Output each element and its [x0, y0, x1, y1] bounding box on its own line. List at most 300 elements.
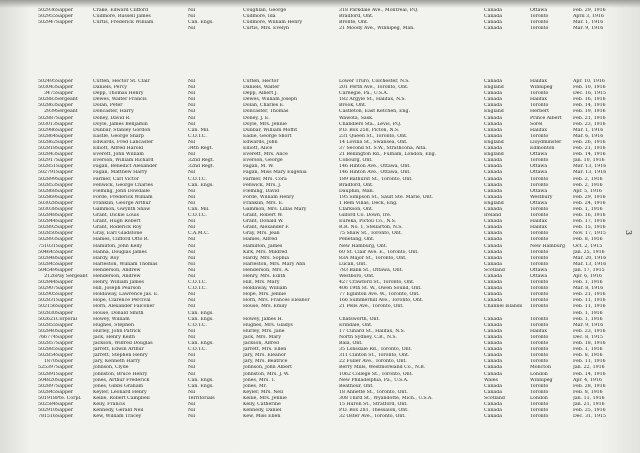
rank: Sapper: [56, 408, 74, 414]
birth-country: Canada: [484, 408, 502, 414]
enlistment-place: Toronto: [530, 401, 549, 407]
enlistment-date: Mar. 13, 1916: [573, 164, 607, 170]
kin-address: 75 Shaw St., Toronto, Ont.: [339, 231, 403, 237]
soldier-name: Fenwick, George Charles: [93, 182, 153, 188]
rank: Sapper: [56, 347, 74, 353]
enlistment-place: Toronto: [530, 298, 549, 304]
regimental-number: 502857: [38, 341, 56, 347]
enlistment-date: Dec. 8, 1915: [573, 334, 604, 340]
soldier-name: Jackson, Wilfred Douglas: [93, 341, 153, 347]
kin-address: P.O. Box 281, Thessalon, Ont.: [339, 408, 409, 414]
enlistment-place: Toronto: [530, 20, 549, 26]
regimental-number: 502868: [38, 188, 56, 194]
next-of-kin: Howey, James H.: [243, 316, 284, 322]
regimental-number: 502862: [38, 139, 56, 145]
rank: Sapper: [56, 206, 74, 212]
enlistment-place: Toronto: [530, 316, 549, 322]
next-of-kin: Kelly, Catherine: [243, 401, 281, 407]
enlistment-place: Ottawa: [530, 267, 548, 273]
kin-address: Wawota, Sask.: [339, 115, 374, 121]
birth-country: Canada: [484, 146, 502, 152]
kin-address: 195 Simpson St., Sault Ste. Marie, Ont.: [339, 194, 433, 200]
kin-address: Penetang, Ont.: [339, 237, 375, 243]
enlistment-date: Jan. 21, 1916: [573, 401, 605, 407]
rank: Sapper: [56, 133, 74, 139]
former-unit: Nil: [188, 249, 196, 255]
enlistment-date: Apr. 6, 1916: [573, 274, 602, 279]
rank: Sapper: [56, 334, 74, 340]
enlistment-date: Feb. 1, 1916: [573, 280, 603, 286]
birth-country: England: [484, 152, 504, 158]
enlistment-date: Feb. 17, 1916: [573, 219, 606, 225]
birth-country: England: [484, 109, 504, 115]
regimental-number: 502818: [38, 146, 56, 152]
regimental-number: 502897: [38, 383, 56, 389]
former-unit: Nil: [188, 103, 196, 109]
regimental-number: 504820: [38, 377, 56, 383]
next-of-kin: Hope, Mrs. Jennie: [243, 292, 287, 298]
enlistment-date: Apr. 4, 1916: [573, 377, 602, 383]
birth-country: Canada: [484, 334, 502, 340]
regimental-number: 502955: [38, 14, 56, 20]
former-unit: Nil: [188, 255, 196, 261]
regimental-number: 502830: [38, 310, 56, 316]
soldier-name: Farmer, Carl Victor: [93, 176, 139, 182]
soldier-name: Grant, Roderick Roy: [93, 225, 142, 231]
enlistment-date: Mar. 9, 1916: [573, 26, 604, 32]
soldier-name: Hamilton, John Kelly: [93, 243, 143, 249]
enlistment-place: Toronto: [530, 14, 549, 20]
next-of-kin: Jones, Mrs. T.: [243, 377, 276, 383]
rank: Sapper: [56, 261, 74, 267]
enlistment-date: Feb. 2, 1916: [573, 176, 603, 182]
regimental-number: 502885: [38, 347, 56, 353]
enlistment-date: Feb. 19, 1916: [573, 109, 606, 115]
kin-address: 21 Moody Ave., Winnipeg, Man.: [339, 26, 415, 32]
rank: Sapper: [56, 79, 74, 84]
next-of-kin: Everson, George: [243, 158, 283, 164]
enlistment-place: London: [530, 395, 548, 401]
soldier-name: Crake, Edward Clifford: [93, 8, 149, 13]
former-unit: 32nd Regt.: [188, 164, 215, 170]
enlistment-place: Toronto: [530, 231, 549, 237]
birth-country: Canada: [484, 158, 502, 164]
binding-shadow: [0, 0, 640, 8]
enlistment-place: Toronto: [530, 103, 549, 109]
next-of-kin: Eadie, George Short: [243, 133, 292, 139]
former-unit: Nil: [188, 115, 196, 121]
kin-address: Dauphin, Man.: [339, 188, 375, 194]
regimental-number: 502584: [38, 401, 56, 407]
rank: Sapper: [56, 188, 74, 194]
enlistment-place: Ottawa: [530, 274, 548, 279]
kin-address: Eureka, Pictou Co., N.S.: [339, 219, 397, 225]
enlistment-date: Oct. 2, 1915: [573, 243, 603, 249]
enlistment-date: Apr. 5, 1916: [573, 188, 602, 194]
rank: Sapper: [56, 225, 74, 231]
birth-country: Canada: [484, 26, 502, 32]
kin-address: 37 Second St. S.W., Strathcona, Alta.: [339, 146, 427, 152]
enlistment-date: Mar. 8, 1916: [573, 286, 604, 292]
kin-address: Chandlers Sta., Levis, P.Q.: [339, 121, 402, 127]
next-of-kin: Everett, Mrs. Alice: [243, 152, 288, 158]
birth-country: Canada: [484, 249, 502, 255]
regimental-number: 2939: [44, 109, 56, 115]
former-unit: C.O.T.C.: [188, 286, 207, 292]
former-unit: Nil: [188, 401, 196, 407]
kin-address: Brook, Ont.: [339, 103, 367, 109]
next-of-kin: Keyler, Mrs. Nell: [243, 389, 284, 395]
soldier-name: Daniels, Percy: [93, 85, 127, 91]
birth-country: Canada: [484, 347, 502, 353]
rank: Sapper: [56, 182, 74, 188]
kin-address: 35 Lonsdale Rd., Toronto, Ont.: [339, 347, 412, 353]
rank: Sapper: [56, 115, 74, 121]
next-of-kin: Curtis, Mrs. Evelyn: [243, 26, 290, 32]
birth-country: Canada: [484, 359, 502, 365]
birth-country: Canada: [484, 298, 502, 304]
former-unit: Can. Engs.: [188, 20, 214, 26]
enlistment-date: Dec. 16, 1915: [573, 91, 607, 97]
enlistment-place: Toronto: [530, 237, 549, 243]
enlistment-place: Toronto: [530, 292, 549, 298]
regimental-number: 502893: [38, 237, 56, 243]
birth-country: Canada: [484, 389, 502, 395]
enlistment-date: Feb. 15, 1916: [573, 225, 606, 231]
regimental-number: 502855: [38, 322, 56, 328]
birth-country: Canada: [484, 97, 502, 103]
next-of-kin: Gray, Mrs. Jean: [243, 231, 280, 237]
birth-country: Canada: [484, 243, 502, 249]
former-unit: Nil: [188, 109, 196, 115]
enlistment-place: Toronto: [530, 206, 549, 212]
rank: Sapper: [56, 231, 74, 237]
enlistment-place: Halifax: [530, 219, 548, 225]
soldier-name: Cutten, Hector St. Clair: [93, 79, 150, 84]
next-of-kin: Kellie, Mrs. Jennie: [243, 395, 287, 401]
enlistment-place: Moncton: [530, 365, 551, 371]
former-unit: C.O.T.C.: [188, 322, 207, 328]
enlistment-date: Feb. 14, 1916: [573, 103, 606, 109]
birth-country: Canada: [484, 14, 502, 20]
former-unit: Nil: [188, 194, 196, 200]
enlistment-place: Halifax: [530, 328, 548, 334]
rank: Sapper: [56, 401, 74, 407]
enlistment-date: Jan. 11, 1916: [573, 395, 605, 401]
kin-address: 15 Huron St., Stratford, Ont.: [339, 401, 408, 407]
rank: Sapper: [56, 353, 74, 359]
enlistment-date: Feb. 11, 1916: [573, 304, 606, 310]
enlistment-place: Toronto: [530, 304, 549, 310]
enlistment-date: Feb. 16, 1916: [573, 97, 606, 103]
birth-country: England: [484, 85, 504, 91]
roll-entry: [0, 26, 640, 32]
former-unit: Nil: [188, 139, 196, 145]
rank: Sapper: [56, 139, 74, 145]
regimental-number: 751031: [38, 243, 56, 249]
enlistment-date: Feb. 24, 1916: [573, 200, 606, 206]
rank: Sapper: [56, 170, 74, 176]
kin-address: New Philadelphia, Pa., U.S.A.: [339, 377, 409, 383]
soldier-name: Doncaster, Harry: [93, 109, 134, 115]
former-unit: Nil: [188, 353, 196, 359]
former-unit: Nil: [188, 91, 196, 97]
regimental-number: 502843: [38, 152, 56, 158]
enlistment-place: Herbert: [530, 109, 550, 115]
former-unit: Can. Mil.: [188, 206, 210, 212]
rank: Sapper: [56, 200, 74, 206]
former-unit: C.O.T.C.: [188, 176, 207, 182]
kin-address: 60 St. Clair Ave. E., Toronto, Ont.: [339, 249, 419, 255]
soldier-name: Grant, Hugh Robert: [93, 219, 141, 225]
next-of-kin: House, Mrs. Emily: [243, 304, 288, 310]
enlistment-date: Feb. 11, 1916: [573, 298, 606, 304]
rank: Sergeant: [56, 97, 78, 103]
former-unit: Nil: [188, 79, 196, 84]
former-unit: Nil: [188, 14, 196, 20]
former-unit: Nil: [188, 8, 196, 13]
former-unit: Can. Engs.: [188, 383, 214, 389]
soldier-name: Hardy, Roy: [93, 255, 120, 261]
soldier-name: Jarrett, Stephen Henry: [93, 353, 148, 359]
birth-country: Canada: [484, 280, 502, 286]
next-of-kin: Grant, Robert W.: [243, 213, 283, 219]
enlistment-place: Winnipeg: [530, 85, 553, 91]
rank: Pte. Corpl.: [56, 395, 82, 401]
kin-address: North Sydney, C.B., N.S.: [339, 334, 397, 340]
soldier-name: Grant, Dickie Louis: [93, 213, 140, 219]
regimental-number: 501918: [38, 395, 56, 401]
rank: Sapper: [56, 164, 74, 170]
birth-country: Canada: [484, 401, 502, 407]
kin-address: Carnegie, Pa., U.S.A.: [339, 91, 389, 97]
regimental-number: 503028: [38, 200, 56, 206]
former-unit: Nil: [188, 304, 196, 310]
enlistment-date: Mar. 13, 1916: [573, 170, 607, 176]
regimental-number: 503013: [38, 121, 56, 127]
soldier-name: Johnson, Clyde: [93, 365, 129, 371]
regimental-number: 766774: [38, 334, 56, 340]
rank: Sapper: [56, 322, 74, 328]
kin-address: 21 Bellington Rd., Fulham, London, Eng.: [339, 152, 437, 158]
kin-address: Cobourg, Ont.: [339, 158, 373, 164]
soldier-name: Depp, Thomas Henry: [93, 91, 144, 97]
kin-address: Bradford, Ont.: [339, 182, 374, 188]
former-unit: Territorials: [188, 395, 215, 401]
soldier-name: Kew, William Tracey: [93, 414, 142, 420]
next-of-kin: Jary, Mrs. Beatrice: [243, 359, 288, 365]
kin-address: 311 Clinton St., Toronto, Ont.: [339, 353, 410, 359]
enlistment-place: Toronto: [530, 249, 549, 255]
birth-country: Canada: [484, 103, 502, 109]
enlistment-date: Feb. 23, 1916: [573, 328, 606, 334]
former-unit: Nil: [188, 225, 196, 231]
kin-address: New Hamburg, Ont.: [339, 243, 388, 249]
birth-country: Ireland: [484, 213, 502, 219]
rank: Sapper: [56, 8, 74, 13]
former-unit: Nil: [188, 389, 196, 395]
former-unit: Nil: [188, 85, 196, 91]
birth-country: Canada: [484, 121, 502, 127]
enlistment-place: Toronto: [530, 182, 549, 188]
rank: Sapper: [56, 243, 74, 249]
former-unit: Nil: [188, 371, 196, 377]
former-unit: Nil: [188, 97, 196, 103]
enlistment-place: Prince Albert: [530, 115, 562, 121]
soldier-name: Dewes, Walter Francis: [93, 97, 147, 103]
birth-country: Canada: [484, 286, 502, 292]
next-of-kin: Kew, Miss Ellen: [243, 414, 281, 420]
kin-address: Bala, Ont.: [339, 341, 363, 347]
kin-address: 21 Pells Ave., Toronto, Ont.: [339, 304, 404, 310]
soldier-name: Kennedy, Gerald Neil: [93, 408, 144, 414]
next-of-kin: Hill, Mrs. Mary: [243, 280, 280, 286]
rank: Sapper: [56, 91, 74, 97]
birth-country: Canada: [484, 194, 502, 200]
next-of-kin: Edwards, John: [243, 139, 278, 145]
soldier-name: Kellie, Robert Campbell: [93, 395, 150, 401]
enlistment-date: Feb. 16, 1916: [573, 213, 606, 219]
soldier-name: Everson, William Richard: [93, 158, 154, 164]
former-unit: C.A.M.C.: [188, 231, 209, 237]
former-unit: Can. Engs.: [188, 377, 214, 383]
kin-address: 783 Bank St., Ottawa, Ont.: [339, 267, 404, 273]
soldier-name: Hope, Clarence Percival: [93, 298, 151, 304]
birth-country: Canada: [484, 91, 502, 97]
next-of-kin: Fenwick, Mrs. J.: [243, 182, 282, 188]
next-of-kin: Franklin, Mrs. E.: [243, 200, 284, 206]
next-of-kin: Jones, Mr.: [243, 383, 267, 389]
enlistment-place: Sorel: [530, 121, 543, 127]
former-unit: Can. Engs.: [188, 182, 214, 188]
soldier-name: Harleston, William Thomas: [93, 261, 158, 267]
regimental-number: 502495: [38, 79, 56, 84]
kin-address: 201 Perth Ave., Toronto, Ont.: [339, 85, 409, 91]
birth-country: Canada: [484, 414, 502, 420]
enlistment-date: Feb. 26, 1916: [573, 139, 606, 145]
regimental-number: 502917: [38, 158, 56, 164]
birth-country: Canada: [484, 322, 502, 328]
enlistment-date: Jan. 10, 1916: [573, 158, 605, 164]
next-of-kin: Cutten, Hector: [243, 79, 279, 84]
enlistment-date: Feb. 21, 1916: [573, 292, 606, 298]
birth-country: Canada: [484, 231, 502, 237]
next-of-kin: Jarrett, Mrs. Ellen: [243, 347, 287, 353]
rank: Pay Sergeant: [56, 274, 88, 279]
soldier-name: Doney, David R.: [93, 115, 131, 121]
next-of-kin: Hardy, Mrs. Sophia: [243, 255, 289, 261]
next-of-kin: Elliott, Alice: [243, 146, 273, 152]
regimental-number: 502844: [38, 219, 56, 225]
kin-address: 406 19th St. W., Owen Sound, Ont.: [339, 286, 422, 292]
soldier-name: Hames, Clifford Otto R.: [93, 237, 149, 243]
birth-country: Channel Islands: [484, 304, 523, 310]
soldier-name: Fagan, Matthew Harry: [93, 170, 148, 176]
birth-country: Scotland: [484, 395, 505, 401]
next-of-kin: Doncaster, Thomas: [243, 109, 289, 115]
rank: Sapper: [56, 14, 74, 20]
regimental-number: 502621: [38, 316, 56, 322]
rank: Sapper: [56, 371, 74, 377]
kin-address: 182 Argyle St., Halifax, N.S.: [339, 97, 406, 103]
next-of-kin: Jary, Mrs. Eleanor: [243, 353, 286, 359]
next-of-kin: Hames, Alfred: [243, 237, 278, 243]
page-number: 3: [624, 229, 634, 236]
soldier-name: Hill, Joseph Pearson: [93, 286, 141, 292]
regimental-number: 502869: [38, 194, 56, 200]
kin-address: 32 Oster Ave., Toronto, Ont.: [339, 414, 406, 420]
birth-country: Canada: [484, 261, 502, 267]
rank: Corporal: [56, 316, 78, 322]
former-unit: Nil: [188, 26, 196, 32]
next-of-kin: Cudmore, William Henry: [243, 20, 303, 26]
soldier-name: Hanna, Douglas James: [93, 249, 147, 255]
enlistment-place: Toronto: [530, 158, 549, 164]
rank: Sapper: [56, 85, 74, 91]
soldier-name: Keyler, Leonard Henry: [93, 389, 147, 395]
rank: Sapper: [56, 158, 74, 164]
rank: Sapper: [56, 328, 74, 334]
regimental-number: 503043: [38, 85, 56, 91]
next-of-kin: Grant, Alexander F.: [243, 225, 290, 231]
regimental-number: 502892: [38, 225, 56, 231]
birth-country: Canada: [484, 328, 502, 334]
enlistment-date: Apr. 10, 1916: [573, 79, 605, 84]
former-unit: Nil: [188, 152, 196, 158]
regimental-number: 502845: [38, 261, 56, 267]
rank: Sapper: [56, 255, 74, 261]
next-of-kin: Jack, Mrs. Mary: [243, 334, 282, 340]
enlistment-place: Toronto: [530, 261, 549, 267]
soldier-name: Kelly, Francis: [93, 401, 125, 407]
regimental-number: 781516: [38, 414, 56, 420]
roll-entry: [0, 414, 640, 420]
former-unit: Nil: [188, 200, 196, 206]
soldier-name: Everett, John William: [93, 152, 144, 158]
regimental-number: 502887: [38, 115, 56, 121]
enlistment-date: Mar. 13, 1916: [573, 261, 607, 267]
enlistment-place: Toronto: [530, 213, 549, 219]
enlistment-place: Ottawa: [530, 188, 548, 194]
soldier-name: House, Donald Smith: [93, 310, 144, 316]
enlistment-date: Feb. 2, 1916: [573, 182, 603, 188]
soldier-name: Elliott, Alfred Harold: [93, 146, 144, 152]
enlistment-place: Ottawa: [530, 152, 548, 158]
former-unit: Nil: [188, 121, 196, 127]
former-unit: Nil: [188, 274, 196, 279]
former-unit: Nil: [188, 261, 196, 267]
kin-address: 1 Rem Villas, Deck, Eng.: [339, 200, 398, 206]
enlistment-date: Mar. 9, 1916: [573, 322, 604, 328]
enlistment-date: Nov. 17, 1915: [573, 231, 606, 237]
kin-address: Bronte, Ont.: [339, 20, 369, 26]
next-of-kin: Hamilton, James: [243, 243, 283, 249]
enlistment-place: Toronto: [530, 176, 549, 182]
former-unit: Nil: [188, 359, 196, 365]
rank: Sapper: [56, 213, 74, 219]
regimental-number: 502910: [38, 408, 56, 414]
rank: Sapper: [56, 292, 74, 298]
soldier-name: Jarrett, Edwin Arthur: [93, 347, 144, 353]
enlistment-place: Toronto: [530, 347, 549, 353]
main-entries-block: [0, 79, 640, 420]
enlistment-date: Mar. 20, 1916: [573, 255, 607, 261]
kin-address: 17 Cunard St., Halifax, N.S.: [339, 328, 406, 334]
soldier-name: Jones, Arthur Frederick: [93, 377, 150, 383]
former-unit: Nil: [188, 243, 196, 249]
soldier-name: Jary, Kenneth Harry: [93, 359, 141, 365]
kin-address: Berry Mills, Westmoreland Co., N.B.: [339, 365, 426, 371]
